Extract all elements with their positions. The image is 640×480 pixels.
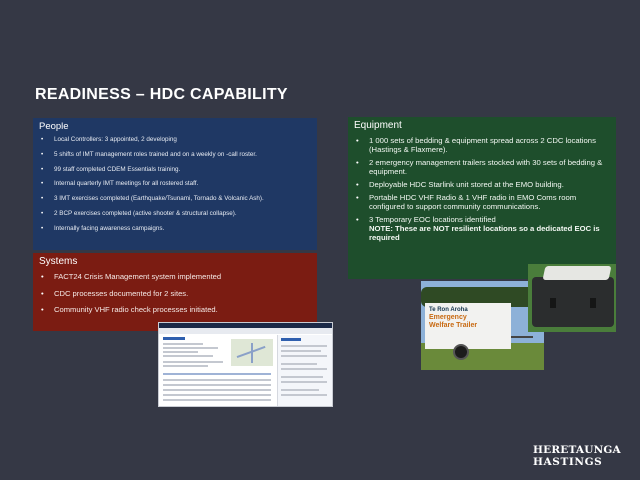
list-item: • Internally facing awareness campaigns. (39, 225, 311, 232)
starlink-dish (543, 266, 612, 280)
app-text-line (281, 350, 321, 352)
equipment-case (532, 277, 614, 327)
list-item: • Portable HDC VHF Radio & 1 VHF radio in EMO Coms room configured to support community communications. (354, 193, 610, 211)
app-text-line (281, 381, 327, 383)
list-item: • 3 IMT exercises completed (Earthquake/Tsunami, Tornado & Volcanic Ash). (39, 195, 311, 202)
logo-line-1: HERETAUNGA (533, 444, 621, 456)
list-item: • Local Controllers: 3 appointed, 2 developing (39, 136, 311, 143)
list-item: • Deployable HDC Starlink unit stored at the EMO building. (354, 180, 610, 189)
list-item: • Community VHF radio check processes initiated. (39, 305, 311, 314)
app-text-line (163, 365, 208, 367)
app-table-row (163, 389, 271, 391)
app-section-header (163, 337, 185, 340)
app-text-line (281, 355, 327, 357)
app-text-line (281, 363, 317, 365)
app-text-line (281, 389, 319, 391)
app-map (231, 339, 273, 366)
list-item: • 2 BCP exercises completed (active shooter & structural collapse). (39, 210, 311, 217)
app-text-line (281, 345, 327, 347)
slide-title: READINESS – HDC CAPABILITY (35, 86, 288, 103)
council-logo (533, 444, 621, 468)
crisis-system-screenshot (159, 323, 332, 406)
app-text-line (163, 355, 213, 357)
list-item (354, 215, 610, 242)
app-table-row (163, 394, 271, 396)
trailer-text-line: Emergency (429, 314, 467, 321)
list-item: • 2 emergency management trailers stocked with 30 sets of bedding & equipment. (354, 158, 610, 176)
people-panel (33, 118, 317, 250)
starlink-unit-photo (528, 264, 616, 332)
app-text-line (163, 351, 198, 353)
equipment-panel (348, 117, 616, 279)
app-side-panel (277, 335, 332, 406)
trailer-drawbar (511, 336, 533, 338)
app-text-line (281, 394, 327, 396)
systems-heading: Systems (39, 256, 78, 267)
app-table-header (163, 373, 271, 375)
equipment-heading: Equipment (354, 120, 402, 131)
app-text-line (281, 376, 323, 378)
case-latch (590, 298, 596, 308)
app-table-row (163, 379, 271, 381)
trailer-brand-text: Te Ron Aroha (429, 307, 468, 313)
map-road (251, 343, 253, 363)
list-item-text: 3 Temporary EOC locations identified (369, 215, 496, 224)
app-side-header (281, 338, 301, 341)
list-item: • CDC processes documented for 2 sites. (39, 289, 311, 298)
trailer-text-line: Welfare Trailer (429, 322, 478, 329)
equipment-list (354, 136, 610, 242)
app-table-row (163, 384, 271, 386)
app-text-line (163, 361, 223, 363)
app-text-line (281, 368, 327, 370)
app-text-line (163, 343, 203, 345)
list-item: • 99 staff completed CDEM Essentials training. (39, 166, 311, 173)
equipment-note: NOTE: These are NOT resilient locations so a dedicated EOC is required (369, 224, 600, 242)
trailer-wheel (453, 344, 469, 360)
people-heading: People (39, 121, 69, 132)
systems-list (39, 272, 311, 314)
people-list (39, 136, 311, 232)
list-item: • 5 shifts of IMT management roles trained and on a weekly on -call roster. (39, 151, 311, 158)
list-item: • FACT24 Crisis Management system implemented (39, 272, 311, 281)
app-text-line (163, 347, 218, 349)
app-table-row (163, 399, 271, 401)
case-latch (550, 298, 556, 308)
systems-panel (33, 253, 317, 331)
welfare-trailer-photo (421, 281, 544, 370)
list-item: • Internal quarterly IMT meetings for all rostered staff. (39, 180, 311, 187)
list-item: • 1 000 sets of bedding & equipment spread across 2 CDC locations (Hastings & Flaxmere). (354, 136, 610, 154)
logo-line-2: HASTINGS (533, 456, 603, 468)
app-tab-strip (159, 328, 332, 334)
